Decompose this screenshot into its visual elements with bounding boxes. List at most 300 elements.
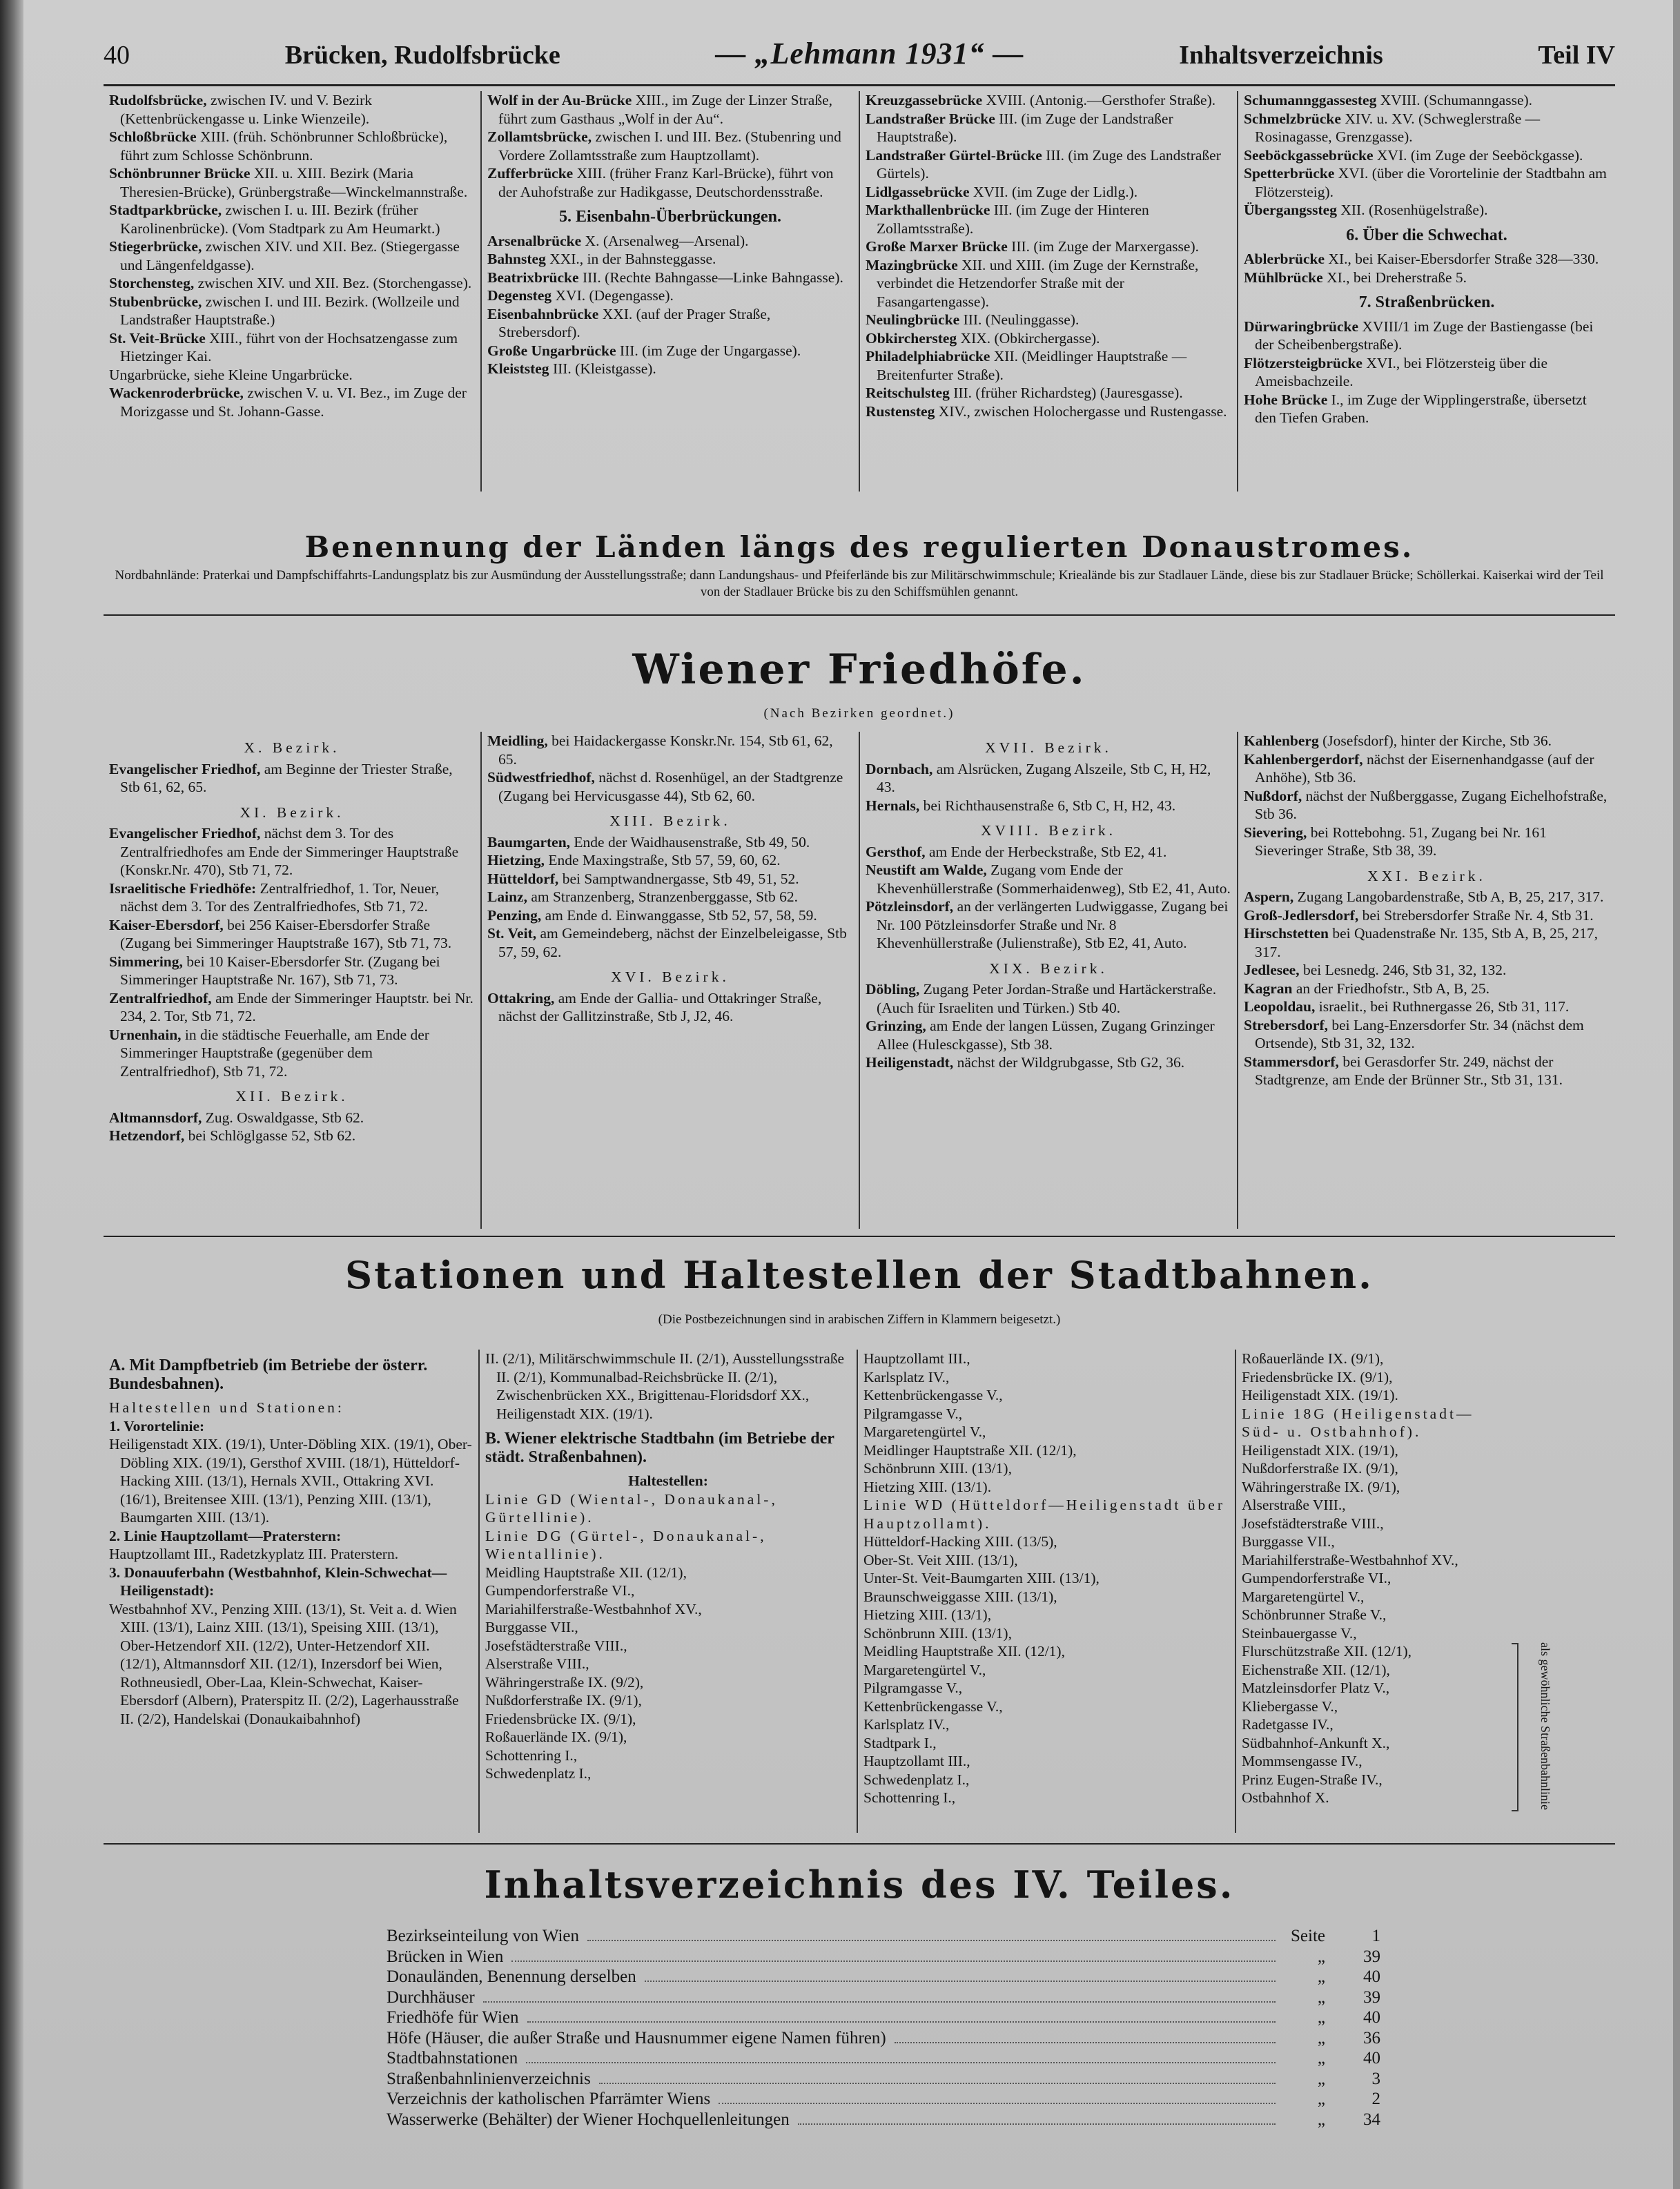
list-entry [109, 824, 475, 879]
list-entry [1244, 201, 1610, 220]
list-entry [1244, 824, 1610, 860]
section-rule [104, 614, 1615, 616]
toc-row [387, 1967, 1380, 1987]
list-entry [1244, 1016, 1610, 1053]
entry-text: XII. (Rosenhügelstraße). [1336, 202, 1488, 218]
entry-keyword: Evangelischer Friedhof, [109, 825, 261, 841]
entry-text: Hietzing XIII. (13/1), [863, 1606, 992, 1623]
entry-keyword: Storchensteg, [109, 275, 195, 291]
list-entry [1244, 732, 1610, 750]
toc-leader-dots [587, 1940, 1276, 1941]
list-entry [866, 861, 1231, 897]
toc-entry-title: Höfe (Häuser, die außer Straße und Hausnummer eigene Namen führen) [387, 2028, 886, 2047]
entry-text: Hauptzollamt III., Radetzkyplatz III. Praterstern. [109, 1546, 399, 1562]
entry-text: Gumpendorferstraße VI., [1242, 1570, 1391, 1586]
toc-row [387, 2089, 1380, 2110]
entry-text: zwischen I. u. III. Bezirk (früher Karolinenbrücke). (Vom Stadtpark zu Am Heumarkt.) [120, 202, 440, 237]
entry-keyword: Eisenbahnbrücke [487, 305, 599, 322]
entry-text: Friedensbrücke IX. (9/1), [1242, 1368, 1393, 1385]
header-left-title: Brücken, Rudolfsbrücke [284, 41, 560, 70]
entry-keyword: 1. Vorortelinie: [109, 1417, 205, 1434]
entry-text: Ober-St. Veit XIII. (13/1), [863, 1551, 1018, 1568]
entry-text: XI., bei Kaiser-Ebersdorfer Straße 328—330. [1325, 251, 1599, 267]
entry-keyword: Übergangssteg [1244, 202, 1337, 218]
entry-text: Karlsplatz IV., [863, 1368, 950, 1385]
list-entry [1242, 1789, 1506, 1807]
friedhoefe-section [104, 732, 1615, 1229]
list-entry [1244, 110, 1610, 146]
toc-leader-dots [527, 2021, 1276, 2023]
list-entry [863, 1386, 1229, 1405]
list-entry [1244, 91, 1610, 110]
subsection-heading: 5. Eisenbahn-Überbrückungen. [558, 208, 782, 226]
header-part: Teil IV [1538, 41, 1615, 70]
list-entry [487, 732, 853, 768]
list-entry [863, 1789, 1229, 1807]
toc-page-number: 2 [1371, 2090, 1380, 2108]
list-entry [863, 1606, 1229, 1624]
friedhoefe-column-4 [1238, 732, 1615, 1229]
list-entry [485, 1618, 851, 1637]
list-entry [487, 888, 853, 906]
entry-text: (Josefsdorf), hinter der Kirche, Stb 36. [1318, 732, 1552, 749]
list-entry [109, 760, 475, 797]
toc-row [387, 2069, 1380, 2090]
entry-text: Hauptzollamt III., [863, 1350, 970, 1367]
entry-keyword: Mazingbrücke [866, 256, 958, 273]
list-entry [1242, 1515, 1506, 1533]
list-entry [1242, 1734, 1506, 1753]
entry-keyword: Flötzersteigbrücke [1244, 354, 1362, 371]
list-entry [866, 760, 1231, 797]
entry-keyword: Wolf in der Au-Brücke [487, 92, 632, 108]
entry-text: Schottenring I., [485, 1747, 578, 1764]
entry-text: bei Gerasdorfer Str. 249, nächst der Stadtgrenze, am Ende der Brünner Str., Stb 31, 131. [1255, 1053, 1563, 1088]
toc-page-label: „ [1317, 2008, 1325, 2027]
entry-text: in die städtische Feuerhalle, am Ende der Simmeringer Hauptstraße (gegenüber dem Zentralfriedhof), Stb 71, 72. [120, 1026, 429, 1080]
entry-text: Pilgramgasse V., [863, 1680, 963, 1696]
list-entry [1242, 1459, 1506, 1478]
entry-text: Schottenring I., [863, 1789, 956, 1806]
entry-text: XIII. (früh. Schönbrunner Schloßbrücke), führt zum Schlosse Schönbrunn. [120, 128, 448, 164]
list-entry [863, 1423, 1229, 1441]
entry-keyword: Hietzing, [487, 852, 545, 868]
header-center-title: — „Lehmann 1931“ — [715, 37, 1024, 70]
list-entry [863, 1478, 1229, 1497]
book-spine-shadow [0, 0, 23, 2189]
list-entry [1242, 1441, 1506, 1460]
entry-keyword: Kagran [1244, 980, 1293, 997]
list-entry [487, 232, 853, 251]
list-entry [485, 1710, 851, 1729]
toc-leader-dots [798, 2123, 1276, 2125]
entry-text: Karlsplatz IV., [863, 1716, 950, 1733]
list-entry [866, 146, 1231, 183]
entry-keyword: Simmering, [109, 953, 183, 970]
entry-text: XVIII. (Schumanngasse). [1376, 92, 1533, 108]
entry-text: III. (im Zuge der Marxergasse). [1007, 238, 1199, 255]
toc-page-number: 36 [1363, 2028, 1380, 2047]
entry-text: XII. (Meidlinger Hauptstraße — Breitenfurter Straße). [877, 348, 1187, 383]
bridges-section [104, 91, 1615, 492]
entry-text: Schwedenplatz I., [863, 1771, 970, 1788]
entry-text: XII. und XIII. (im Zuge der Kernstraße, verbindet die Hetzendorfer Straße mit der Fasangartengasse). [877, 256, 1199, 310]
list-entry [863, 1533, 1229, 1551]
toc-entry-title: Brücken in Wien [387, 1947, 504, 1966]
entry-text: Josefstädterstraße VIII., [1242, 1515, 1384, 1532]
entry-text: Ungarbrücke, siehe Kleine Ungarbrücke. [109, 366, 353, 383]
brace-bracket [1512, 1643, 1518, 1811]
list-entry [1244, 961, 1610, 980]
list-entry [863, 1405, 1229, 1423]
entry-text: am Stranzenberg, Stranzenberggasse, Stb 62. [527, 888, 799, 905]
entry-text: bei Schlöglgasse 52, Stb 62. [184, 1127, 356, 1144]
list-entry [1242, 1715, 1506, 1734]
toc-row [387, 1926, 1380, 1947]
district-heading: XIII. Bezirk. [609, 813, 731, 829]
list-entry [1242, 1350, 1506, 1368]
entry-keyword: Altmannsdorf, [109, 1109, 202, 1126]
entry-text: XVI., bei Flötzersteig über die Ameisbachzeile. [1255, 354, 1548, 389]
list-entry [866, 1017, 1231, 1053]
list-entry [866, 237, 1231, 256]
entry-text: bei Richthausenstraße 6, Stb C, H, H2, 43. [919, 797, 1176, 814]
entry-text: israelit., bei Ruthnergasse 26, Stb 31, 117. [1315, 998, 1570, 1015]
entry-text: Meidlinger Hauptstraße XII. (12/1), [863, 1441, 1077, 1459]
entry-text: Ende der Waidhausenstraße, Stb 49, 50. [570, 833, 810, 850]
list-entry [487, 342, 853, 360]
header-rule [104, 84, 1615, 86]
list-entry [109, 1564, 473, 1600]
bridges-column-1 [104, 91, 482, 492]
entry-keyword: Stammersdorf, [1244, 1053, 1339, 1070]
entry-keyword: Stiegerbrücke, [109, 238, 202, 255]
list-entry [863, 1350, 1229, 1368]
entry-text: Burggasse VII., [1242, 1533, 1335, 1550]
entry-keyword: Zollamtsbrücke, [487, 128, 592, 145]
list-entry [487, 269, 853, 287]
entry-keyword: Neustift am Walde, [866, 862, 987, 878]
entry-keyword: Stadtparkbrücke, [109, 202, 222, 218]
list-entry [866, 402, 1231, 421]
entry-keyword: Dornbach, [866, 760, 933, 777]
list-entry [1244, 146, 1610, 165]
toc-page-number: 39 [1363, 1987, 1380, 2007]
list-entry [109, 1026, 475, 1081]
entry-keyword: Gersthof, [866, 843, 926, 860]
line-heading: Linie GD (Wiental-, Donaukanal-, Gürtellinie). [485, 1490, 778, 1526]
entry-keyword: Reitschulsteg [866, 385, 950, 401]
toc-page-number: 40 [1363, 1967, 1380, 1986]
entry-text: Schwedenplatz I., [485, 1765, 592, 1782]
list-entry [109, 366, 475, 385]
list-entry [487, 768, 853, 805]
entry-keyword: Philadelphiabrücke [866, 348, 990, 364]
toc-page-label: „ [1317, 1967, 1325, 1986]
page-number: 40 [104, 41, 130, 70]
list-entry [866, 1053, 1231, 1072]
toc-row [387, 2028, 1380, 2049]
entry-keyword: Südwestfriedhof, [487, 769, 595, 786]
list-entry [485, 1691, 851, 1710]
entry-text: Margaretengürtel V., [863, 1423, 986, 1440]
list-entry [866, 183, 1231, 202]
toc-page-label: „ [1317, 2069, 1325, 2088]
entry-text: Schönbrunn XIII. (13/1), [863, 1624, 1012, 1642]
list-entry [1242, 1368, 1506, 1387]
entry-text: nächst der Wildgrubgasse, Stb G2, 36. [953, 1054, 1185, 1071]
district-heading: XVI. Bezirk. [611, 969, 730, 985]
list-entry [485, 1747, 851, 1765]
entry-text: XVI. (über die Vorortelinie der Stadtbahn am Flötzersteig). [1255, 165, 1607, 200]
entry-text: am Ende der Herbeckstraße, Stb E2, 41. [925, 843, 1167, 860]
list-entry [1244, 888, 1610, 906]
line-heading: Haltestellen und Stationen: [109, 1399, 344, 1416]
toc-row [387, 1987, 1380, 2008]
entry-text: XVII. (im Zuge der Lidlg.). [969, 183, 1138, 200]
entry-text: am Ende der Gallia- und Ottakringer Straße, nächst der Gallitzinstraße, Stb J, J2, 46. [498, 989, 822, 1024]
district-heading: XI. Bezirk. [240, 804, 344, 821]
entry-keyword: Kaiser-Ebersdorf, [109, 916, 224, 933]
list-entry [1242, 1569, 1506, 1588]
entry-text: bei Haidackergasse Konskr.Nr. 154, Stb 61, 62, 65. [498, 732, 833, 768]
list-entry [109, 164, 475, 201]
entry-text: III. (im Zuge der Ungargasse). [616, 342, 801, 359]
entry-text: III. (im Zuge der Hinteren Zollamtsstraße). [877, 202, 1149, 237]
entry-keyword: Hohe Brücke [1244, 391, 1328, 408]
toc-page-label: Seite [1291, 1927, 1325, 1945]
entry-text: XII. u. XIII. Bezirk (Maria Theresien-Brücke), Grünbergstraße—Winckelmannstraße. [120, 165, 468, 200]
list-entry [487, 305, 853, 342]
entry-text: Mariahilferstraße-Westbahnhof XV., [485, 1600, 702, 1617]
list-entry [109, 1545, 473, 1564]
list-entry [1244, 998, 1610, 1016]
list-entry [487, 833, 853, 852]
subsection-heading: 7. Straßenbrücken. [1358, 293, 1495, 311]
list-entry [1244, 1053, 1610, 1089]
entry-text: Westbahnhof XV., Penzing XIII. (13/1), St. Veit a. d. Wien XIII. (13/1), Lainz XIII. (13/1), Speising XIII. (13/1), Ober-Hetzendorf XII. (12/2), Unter-Hetzendorf XII. (12/1), Altmannsdorf XII. (12/1), Inzersdorf bei Wien, Rothneusiedl, Ober-Laa, Klein-Schwechat, Kaiser-Ebersdorf (Albern), Praterspitz II. (2/2), Lagerhausstraße II. (2/2), Handelskai (Donaukaibahnhof) [109, 1600, 459, 1727]
list-entry [487, 851, 853, 870]
entry-keyword: Schumannggassesteg [1244, 92, 1377, 108]
district-heading: XXI. Bezirk. [1367, 867, 1486, 884]
entry-text: III. (Kleistgasse). [549, 360, 656, 377]
entry-text: Burggasse VII., [485, 1619, 578, 1635]
list-entry [485, 1582, 851, 1600]
entry-text: bei Rottebohng. 51, Zugang bei Nr. 161 Sieveringer Straße, Stb 38, 39. [1255, 824, 1547, 859]
entry-keyword: Schmelzbrücke [1244, 110, 1341, 127]
district-heading: XVII. Bezirk. [985, 739, 1112, 756]
stadtbahn-column-2 [480, 1350, 858, 1833]
entry-keyword: Evangelischer Friedhof, [109, 760, 261, 777]
stadtbahn-column-3 [858, 1350, 1236, 1833]
toc-page-number: 3 [1371, 2069, 1380, 2088]
entry-text: Währingerstraße IX. (9/1), [1242, 1478, 1400, 1495]
list-entry [863, 1588, 1229, 1606]
list-entry [863, 1752, 1229, 1771]
entry-keyword: Obkirchersteg [866, 329, 957, 347]
entry-keyword: Hetzendorf, [109, 1127, 185, 1144]
entry-text: Heiligenstadt XIX. (19/1), Unter-Döbling XIX. (19/1), Ober-Döbling XIX. (19/1), Gersthof XVIII. (18/1), Hütteldorf-Hacking XIII. (13/1), Hernals XVII., Ottakring XVI. (16/1), Breitensee XIII. (13/1), Penzing XIII. (13/1), Baumgarten XIII. (13/1). [109, 1436, 472, 1526]
list-entry [863, 1624, 1229, 1643]
entry-text: Matzleinsdorfer Platz V., [1242, 1680, 1390, 1696]
list-entry [863, 1661, 1229, 1680]
entry-keyword: Spetterbrücke [1244, 165, 1335, 182]
entry-keyword: Jedlesee, [1244, 962, 1300, 978]
entry-keyword: Lidlgassebrücke [866, 183, 970, 200]
list-entry [487, 128, 853, 164]
entry-text: am Ende der langen Lüssen, Zugang Grinzinger Allee (Hulesckgasse), Stb 38. [877, 1018, 1215, 1053]
entry-text: nächst dem 3. Tor des Zentralfriedhofes am Ende der Simmeringer Hauptstraße (Konskr.Nr. 470), Stb 71, 72. [120, 825, 459, 878]
list-entry [1242, 1496, 1506, 1515]
list-entry [487, 989, 853, 1026]
entry-keyword: Grinzing, [866, 1018, 926, 1034]
entry-keyword: Meidling, [487, 732, 548, 749]
list-entry [109, 1417, 473, 1436]
laenden-text: Nordbahnlände: Praterkai und Dampfschiffahrts-Landungsplatz bis zur Ausmündung der Ausstellungsstraße; dann Landungshaus- und Pfeiferlände bis zur Militärschwimmschule; Kriealände bis zur Stadlauer Lände, diese bis zur Stadlauer Brücke; Schöllerkai. Kaiserkai wird der Teil von der Stadlauer Brücke bis zu den Schiffsmühlen genannt. [115, 568, 1604, 599]
entry-text: am Alsrücken, Zugang Alszeile, Stb C, H, H2, 43. [877, 760, 1211, 795]
entry-text: Südbahnhof-Ankunft X., [1242, 1734, 1390, 1751]
toc-entry-title: Wasserwerke (Behälter) der Wiener Hochquellenleitungen [387, 2110, 790, 2129]
entry-keyword: Degensteg [487, 287, 552, 304]
entry-text: Währingerstraße IX. (9/2), [485, 1673, 644, 1691]
entry-text: Gumpendorferstraße VI., [485, 1582, 635, 1599]
list-entry [1242, 1679, 1506, 1697]
subsection-heading: A. Mit Dampfbetrieb (im Betriebe der österr. Bundesbahnen). [109, 1356, 428, 1393]
entry-text: Mommsengasse IV., [1242, 1753, 1362, 1769]
entry-text: Josefstädterstraße VIII., [485, 1637, 627, 1654]
entry-text: XIII. (früher Franz Karl-Brücke), führt von der Auhofstraße zur Hadikgasse, Deutschordensstraße. [498, 165, 834, 200]
entry-text: Unter-St. Veit-Baumgarten XIII. (13/1), [863, 1570, 1100, 1586]
list-entry [487, 250, 853, 269]
entry-keyword: Beatrixbrücke [487, 269, 579, 286]
entry-keyword: Mühlbrücke [1244, 269, 1323, 286]
list-entry [485, 1655, 851, 1673]
list-entry [485, 1564, 851, 1582]
entry-keyword: Hütteldorf, [487, 870, 559, 887]
list-entry [485, 1350, 851, 1423]
laenden-title: Benennung der Länden längs des regulierten Donaustromes. [304, 530, 1414, 564]
entry-text: bei 256 Kaiser-Ebersdorfer Straße (Zugang bei Simmeringer Hauptstraße 167), Stb 71, 73. [120, 916, 452, 951]
toc-page-label: „ [1317, 2049, 1325, 2068]
entry-text: Zugang Peter Jordan-Straße und Hartäckerstraße. (Auch für Israeliten und Türken.) Stb 40. [877, 981, 1217, 1016]
entry-keyword: Sievering, [1244, 824, 1307, 841]
entry-keyword: Penzing, [487, 906, 542, 924]
list-entry [109, 293, 475, 329]
entry-text: bei Lang-Enzersdorfer Str. 34 (nächst dem Ortsende), Stb 31, 32, 132. [1255, 1016, 1584, 1051]
entry-text: III. (im Zuge der Landstraßer Hauptstraße). [877, 110, 1173, 145]
entry-keyword: Ottakring, [487, 989, 555, 1006]
entry-text: Schönbrunn XIII. (13/1), [863, 1460, 1012, 1477]
entry-text: Roßauerlände IX. (9/1), [1242, 1350, 1384, 1367]
entry-text: am Ende der Simmeringer Hauptstr. bei Nr. 234, 2. Tor, Stb 71, 72. [120, 989, 473, 1024]
entry-text: bei 10 Kaiser-Ebersdorfer Str. (Zugang bei Simmeringer Hauptstraße Nr. 167), Stb 71, 73. [120, 953, 440, 988]
line-heading: Linie 18G (Heiligenstadt—Süd- u. Ostbahnhof). [1242, 1405, 1474, 1440]
list-entry [1244, 354, 1610, 391]
list-entry [863, 1734, 1229, 1753]
subsection-heading: B. Wiener elektrische Stadtbahn (im Betriebe der städt. Straßenbahnen). [485, 1430, 834, 1466]
bridges-column-2 [482, 91, 860, 492]
friedhoefe-column-2 [482, 732, 860, 1229]
entry-keyword: Kleiststeg [487, 360, 549, 377]
entry-text: Prinz Eugen-Straße IV., [1242, 1771, 1383, 1788]
entry-keyword: Bahnsteg [487, 251, 546, 267]
entry-text: bei Lesnedg. 246, Stb 31, 32, 132. [1299, 962, 1507, 978]
entry-text: zwischen IV. und V. Bezirk (Kettenbrückengasse u. Linke Wienzeile). [120, 92, 373, 127]
list-entry [866, 347, 1231, 384]
line-heading: Linie DG (Gürtel-, Donaukanal-, Wientallinie). [485, 1527, 767, 1562]
entry-text: XXI. (auf der Prager Straße, Strebersdorf). [498, 305, 771, 340]
entry-text: Alserstraße VIII., [485, 1655, 589, 1672]
stadtbahn-subtitle: (Die Postbezeichnungen sind in arabischen Ziffern in Klammern beigesetzt.) [658, 1312, 1061, 1327]
toc-page-label: „ [1317, 1947, 1325, 1966]
list-entry [487, 164, 853, 201]
entry-keyword: Rudolfsbrücke, [109, 92, 207, 108]
entry-text: zwischen XIV. und XII. Bez. (Storchengasse). [194, 275, 472, 291]
entry-text: XVIII/1 im Zuge der Bastiengasse (bei der Scheibenbergstraße). [1255, 318, 1594, 353]
entry-keyword: Rustensteg [866, 402, 935, 420]
list-entry [1242, 1661, 1506, 1680]
entry-keyword: Landstraßer Gürtel-Brücke [866, 146, 1042, 164]
toc-entry-title: Stadtbahnstationen [387, 2049, 518, 2068]
subsection-heading: 6. Über die Schwechat. [1346, 226, 1507, 244]
entry-keyword: Urnenhain, [109, 1026, 182, 1043]
friedhoefe-column-3 [860, 732, 1238, 1229]
entry-keyword: St. Veit-Brücke [109, 329, 206, 347]
entry-text: bei Samptwandnergasse, Stb 49, 51, 52. [558, 870, 799, 887]
entry-text: Hietzing XIII. (13/1). [863, 1478, 992, 1495]
entry-text: Nußdorferstraße IX. (9/1), [1242, 1460, 1398, 1477]
list-entry [863, 1569, 1229, 1588]
list-entry [109, 1109, 475, 1127]
entry-keyword: Schönbrunner Brücke [109, 165, 251, 182]
entry-text: Zugang Langobardenstraße, Stb A, B, 25, 217, 317. [1293, 888, 1604, 905]
entry-text: XXI., in der Bahnsteggasse. [545, 251, 716, 267]
list-entry [863, 1441, 1229, 1460]
list-entry [866, 897, 1231, 953]
list-entry [863, 1715, 1229, 1734]
toc-leader-dots [895, 2042, 1276, 2043]
entry-keyword: Pötzleinsdorf, [866, 898, 954, 915]
friedhoefe-title: Wiener Friedhöfe. [632, 645, 1086, 694]
list-entry [109, 237, 475, 274]
list-entry [1244, 906, 1610, 925]
entry-text: Ende Maxingstraße, Stb 57, 59, 60, 62. [545, 852, 781, 868]
entry-keyword: 2. Linie Hauptzollamt—Praterstern: [109, 1527, 342, 1544]
entry-keyword: Ablerbrücke [1244, 251, 1325, 267]
list-entry [109, 989, 475, 1026]
entry-text: XIII., im Zuge der Linzer Straße, führt zum Gasthaus „Wolf in der Au“. [498, 92, 832, 127]
list-entry [1244, 787, 1610, 824]
entry-text: II. (2/1), Militärschwimmschule II. (2/1), Ausstellungsstraße II. (2/1), Kommunalbad-Reichsbrücke II. (2/1), Zwischenbrücken XX., Brigittenau-Floridsdorf XX., Heiligenstadt XIX. (19/1). [485, 1350, 845, 1422]
entry-text: XIII., führt von der Hochsatzengasse zum Hietzinger Kai. [120, 329, 458, 364]
entry-text: Margaretengürtel V., [863, 1661, 986, 1678]
toc-page-number: 40 [1363, 2008, 1380, 2027]
entry-text: nächst d. Rosenhügel, an der Stadtgrenze (Zugang bei Hervicusgasse 44), Stb 62, 60. [498, 769, 843, 804]
toc-page-label: „ [1317, 1987, 1325, 2007]
district-heading: X. Bezirk. [244, 739, 340, 756]
entry-text: III. (Rechte Bahngasse—Linke Bahngasse). [578, 269, 843, 286]
entry-keyword: Zentralfriedhof, [109, 989, 212, 1006]
entry-text: Alserstraße VIII., [1242, 1497, 1346, 1513]
list-entry [866, 329, 1231, 348]
subsection-heading: Haltestellen: [628, 1472, 708, 1489]
entry-text: III. (im Zuge des Landstraßer Gürtels). [877, 146, 1221, 182]
friedhoefe-subtitle: (Nach Bezirken geordnet.) [763, 706, 955, 721]
list-entry [487, 870, 853, 888]
entry-text: Meidling Hauptstraße XII. (12/1), [485, 1564, 687, 1581]
list-entry [109, 1600, 473, 1729]
toc-page-number: 1 [1371, 1927, 1380, 1945]
